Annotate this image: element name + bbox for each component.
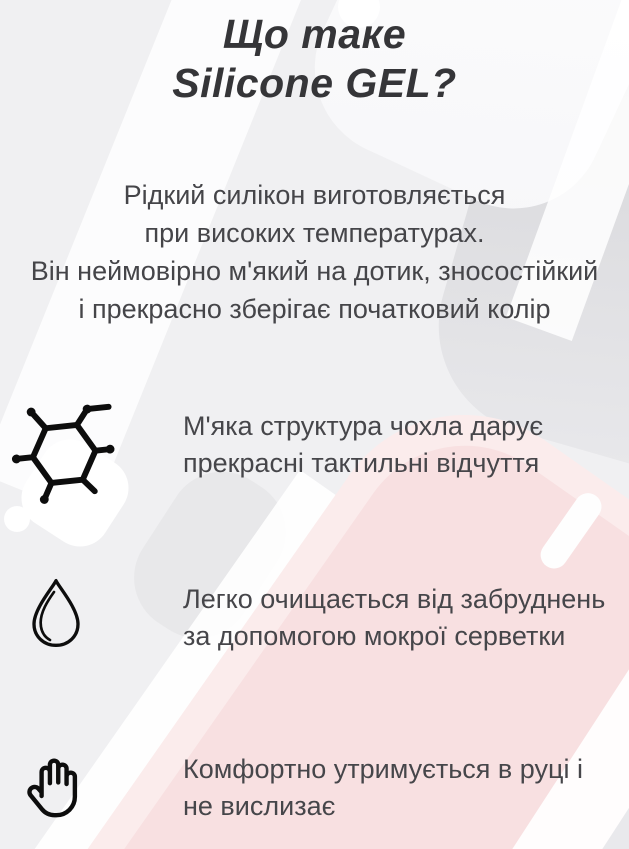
feature-text: [183, 581, 605, 655]
molecule-icon: [10, 398, 118, 506]
feature-text-line: не вислизає: [183, 791, 336, 821]
page-title: [0, 10, 629, 108]
feature-text: [183, 751, 583, 825]
page-title-line1: Що таке: [222, 11, 407, 57]
feature-text-line: М'яка структура чохла дарує: [183, 411, 544, 441]
page-title-line2: Silicone GEL?: [172, 60, 457, 106]
feature-text-line: прекрасні тактильні відчуття: [183, 448, 540, 478]
intro-line: і прекрасно зберігає початковий колір: [78, 294, 551, 324]
feature-text-line: Комфортно утримується в руці і: [183, 754, 583, 784]
intro-paragraph: [0, 176, 629, 328]
water-drop-icon: [26, 576, 86, 652]
feature-text: [183, 408, 543, 482]
intro-line: Він неймовірно м'який на дотик, зносостійкий: [30, 256, 599, 286]
hand-icon: [20, 746, 100, 830]
feature-text-line: Легко очищається від забруднень: [183, 584, 606, 614]
feature-text-line: за допомогою мокрої серветки: [183, 621, 566, 651]
intro-line: Рідкий силікон виготовляється: [123, 180, 506, 210]
intro-line: при високих температурах.: [144, 218, 485, 248]
